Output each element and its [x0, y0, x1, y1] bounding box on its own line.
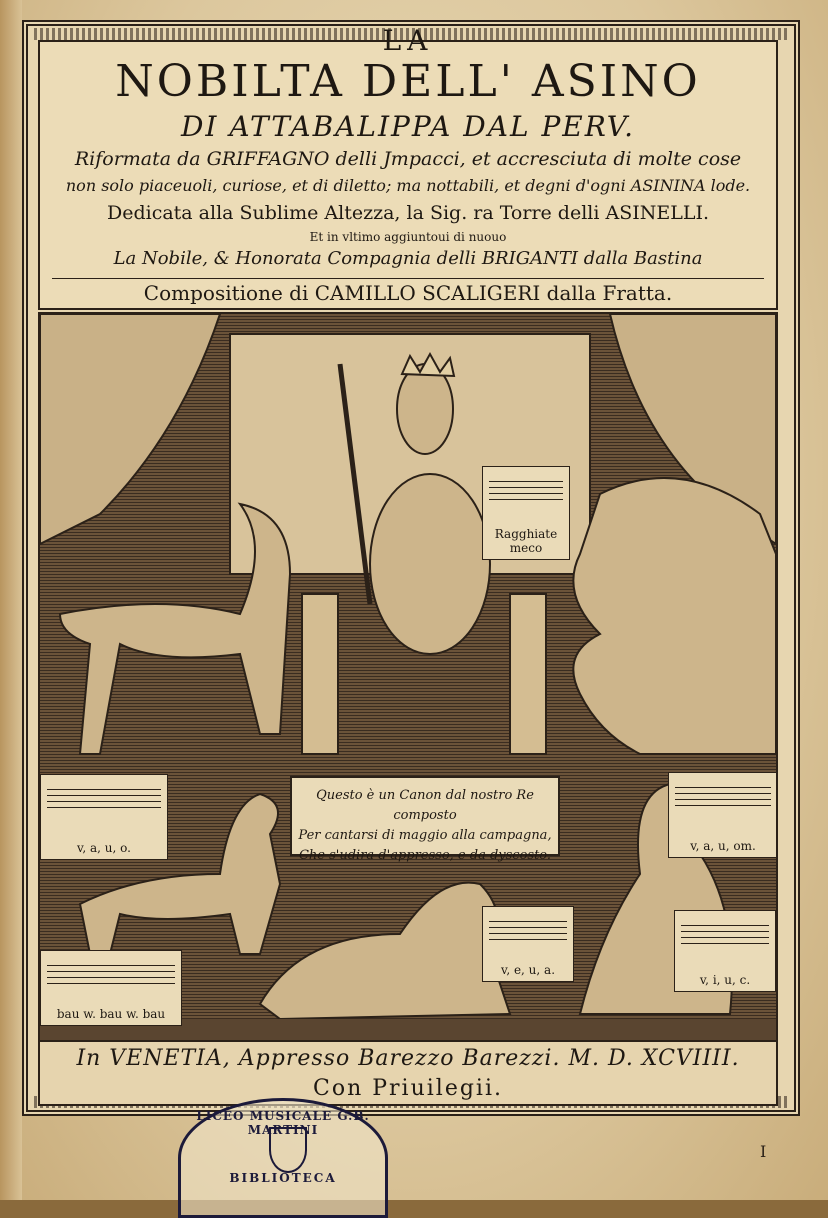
music-card-lion: [482, 906, 574, 982]
throne-pillar-right: [510, 594, 546, 754]
music-card-label: v, i, u, c.: [699, 973, 751, 987]
cartouche-line-3: Che s'udira d'appresso, e da dyscosto.: [298, 848, 552, 863]
imprint-line: In VENETIA, Appresso Barezzo Barezzi. M. D. XCVIIII.: [76, 1046, 740, 1071]
title-block: [38, 24, 778, 310]
privilege-line: Con Priuilegii.: [312, 1076, 503, 1101]
title-line-1: Riformata da GRIFFAGNO delli Jmpacci, et accresciuta di molte cose: [74, 148, 742, 170]
main-title: NOBILTA DELL' ASINO: [115, 56, 701, 107]
music-card-label: v, a, u, o.: [77, 841, 131, 855]
imprint-block: [38, 1040, 778, 1106]
donkey-head: [397, 364, 453, 454]
engraving-art: [40, 314, 776, 1040]
music-card-label: v, e, u, a.: [500, 963, 556, 977]
dedication-line: Dedicata alla Sublime Altezza, la Sig. ra Torre delli ASINELLI.: [106, 202, 710, 224]
horse: [60, 504, 290, 754]
canon-cartouche: [290, 776, 560, 863]
music-card-right-bottom: [674, 910, 776, 992]
throne-pillar-left: [302, 594, 338, 754]
lion: [260, 883, 510, 1019]
music-staff: [675, 787, 771, 811]
music-card-label: v, a, u, om.: [690, 839, 756, 853]
music-staff: [47, 789, 161, 813]
donkey-sheet-label: Ragghiate meco: [494, 527, 558, 555]
stamp-bottom-text: BIBLIOTECA: [229, 1171, 337, 1185]
music-card-right-top: [668, 772, 778, 858]
music-staff: [47, 965, 175, 989]
donkey-body: [370, 474, 490, 654]
subtitle: DI ATTABALIPPA DAL PERV.: [180, 110, 636, 143]
company-line: La Nobile, & Honorata Compagnia delli BRIGANTI dalla Bastina: [113, 248, 703, 269]
curtain-left: [40, 314, 220, 544]
shield-icon: [269, 1127, 307, 1173]
title-article: LA: [382, 24, 434, 57]
cartouche-line-2: Per cantarsi di maggio alla campagna,: [298, 828, 552, 843]
stamp-arc-text: LICEO MUSICALE G.B. MARTINI: [196, 1109, 370, 1137]
music-card-left-bottom: [40, 950, 182, 1026]
addition-note: Et in vltimo aggiuntoui di nuouo: [309, 230, 507, 244]
page-gutter: [0, 0, 22, 1200]
music-staff: [681, 925, 769, 949]
title-line-2: non solo piaceuoli, curiose, et di diletto; ma nottabili, et degni d'ogni ASININA lode.: [65, 176, 751, 195]
music-card-left-top: [40, 774, 168, 860]
music-staff: [489, 481, 563, 505]
cartouche-line-1: Questo è un Canon dal nostro Re composto: [316, 788, 534, 823]
author-line: Compositione di CAMILLO SCALIGERI dalla Fratta.: [52, 278, 764, 305]
shelfmark: I: [760, 1142, 767, 1161]
library-stamp: [178, 1098, 388, 1218]
music-staff: [489, 921, 567, 945]
elephant: [573, 478, 776, 754]
music-card-label: bau w. bau w. bau: [56, 1007, 166, 1021]
engraved-illustration: [38, 312, 778, 1042]
donkey-music-sheet: [482, 466, 570, 560]
